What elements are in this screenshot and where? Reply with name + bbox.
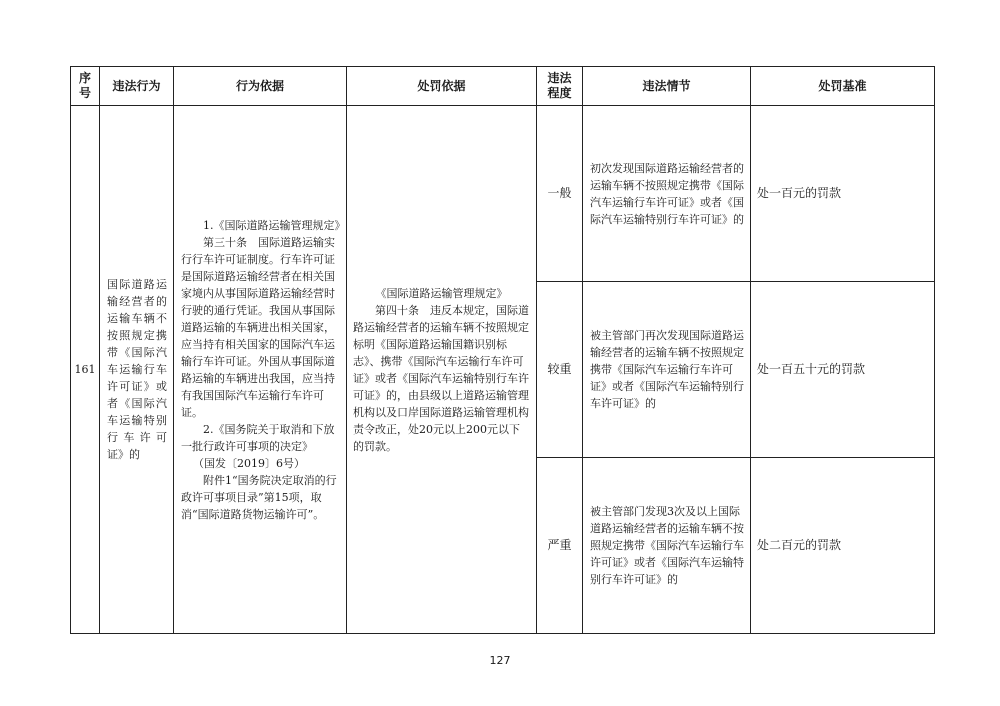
header-degree: 违法程度 bbox=[537, 67, 583, 106]
basis-item2-doc: （国发〔2019〕6号） bbox=[193, 456, 305, 470]
page-number: 127 bbox=[489, 654, 511, 667]
header-seq: 序号 bbox=[71, 67, 100, 106]
header-penalty-basis: 处罚依据 bbox=[347, 67, 537, 106]
header-conduct-basis: 行为依据 bbox=[174, 67, 347, 106]
standard-general: 处一百元的罚款 bbox=[751, 106, 935, 282]
circumstance-severe: 被主管部门发现3次及以上国际道路运输经营者的运输车辆不按照规定携带《国际汽车运输行车许可证》或者《国际汽车运输特别行车许可证》的 bbox=[583, 458, 751, 634]
degree-serious: 较重 bbox=[537, 282, 583, 458]
circumstance-serious: 被主管部门再次发现国际道路运输经营者的运输车辆不按照规定携带《国际汽车运输行车许可证》或者《国际汽车运输特别行车许可证》的 bbox=[583, 282, 751, 458]
penalty-standard-table bbox=[70, 66, 935, 634]
penalty-basis-cell bbox=[347, 106, 537, 634]
degree-severe: 严重 bbox=[537, 458, 583, 634]
penalty-basis-text: 第四十条 违反本规定，国际道路运输经营者的运输车辆不按照规定标明《国际道路运输国籍识别标志》、携带《国际汽车运输行车许可证》或者《国际汽车运输特别行车许可证》的，由县级以上道路运输管理机构以及口岸国际道路运输管理机构责令改正，处20元以上200元以下的罚款。 bbox=[353, 303, 529, 453]
row-seq: 161 bbox=[71, 106, 100, 634]
degree-general: 一般 bbox=[537, 106, 583, 282]
basis-item2-title: 2.《国务院关于取消和下放一批行政许可事项的决定》 bbox=[181, 422, 335, 453]
basis-item1-article: 第三十条 国际道路运输实行行车许可证制度。行车许可证是国际道路运输经营者在相关国家境内从事国际道路运输经营时行驶的通行凭证。我国从事国际道路运输的车辆进出相关国家，应当持有相关国家的国际汽车运输行车许可证。外国从事国际道路运输的车辆进出我国，应当持有我国国际汽车运输行车许可证。 bbox=[181, 235, 335, 419]
conduct-basis-cell bbox=[174, 106, 347, 634]
violation-text: 国际道路运输经营者的运输车辆不按照规定携带《国际汽车运输行车许可证》或者《国际汽车运输特别行车许可证》的 bbox=[100, 106, 174, 634]
header-circumstance: 违法情节 bbox=[583, 67, 751, 106]
header-violation: 违法行为 bbox=[100, 67, 174, 106]
standard-severe: 处二百元的罚款 bbox=[751, 458, 935, 634]
circumstance-general: 初次发现国际道路运输经营者的运输车辆不按照规定携带《国际汽车运输行车许可证》或者《国际汽车运输特别行车许可证》的 bbox=[583, 106, 751, 282]
table-row bbox=[71, 106, 935, 282]
standard-serious: 处一百五十元的罚款 bbox=[751, 282, 935, 458]
basis-item2-annex: 附件1“国务院决定取消的行政许可事项目录”第15项，取消“国际道路货物运输许可”。 bbox=[181, 473, 337, 521]
header-penalty-standard: 处罚基准 bbox=[751, 67, 935, 106]
table-header-row bbox=[71, 67, 935, 106]
basis-item1-title: 1.《国际道路运输管理规定》 bbox=[203, 218, 346, 232]
penalty-basis-title: 《国际道路运输管理规定》 bbox=[375, 286, 508, 300]
